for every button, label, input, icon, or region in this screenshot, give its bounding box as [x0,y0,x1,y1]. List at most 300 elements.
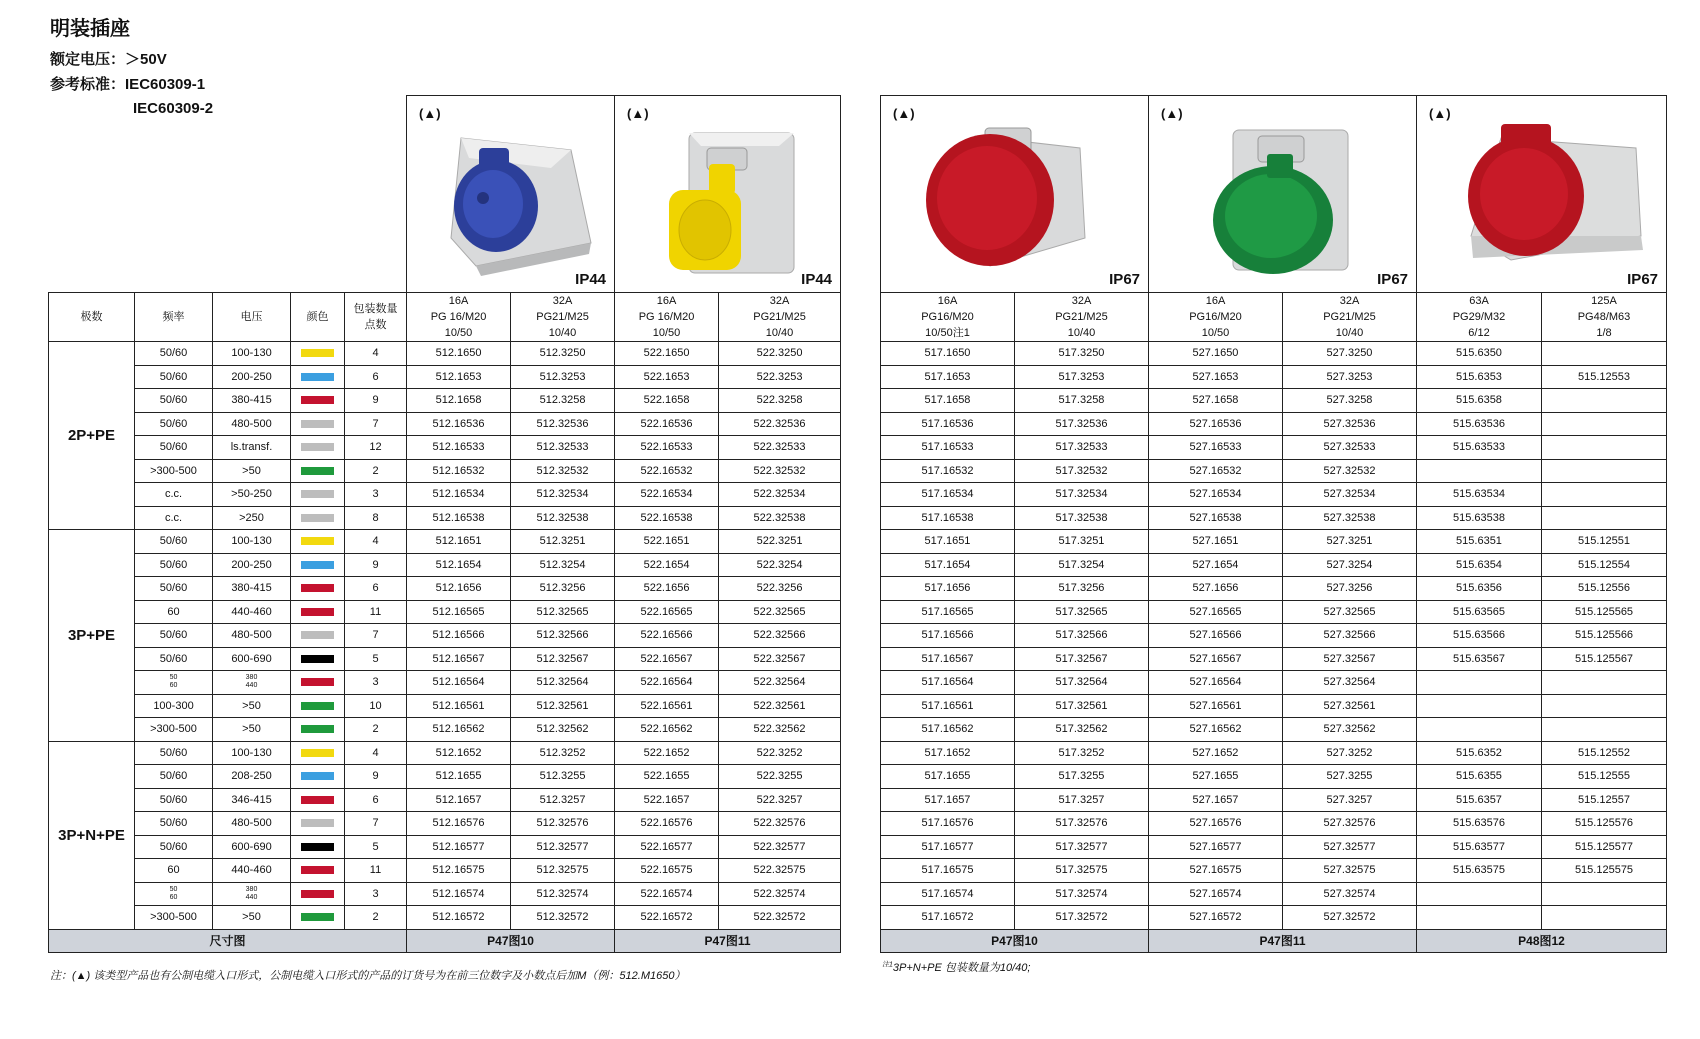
order-number-cell: 512.32572 [511,906,615,930]
order-number-cell: 527.16561 [1149,694,1283,718]
order-number-cell: 522.3252 [719,741,841,765]
order-number-cell: 522.16564 [615,671,719,695]
order-number-cell: 522.32566 [719,624,841,648]
order-number-cell: 522.16576 [615,812,719,836]
order-number-cell: 517.32561 [1015,694,1149,718]
drawing-ref-link[interactable]: P47图10 [881,929,1149,952]
voltage-cell: 200-250 [213,553,291,577]
order-number-cell: 512.32564 [511,671,615,695]
table-row [881,765,1667,789]
table-row [881,553,1667,577]
order-number-cell: 527.32564 [1283,671,1417,695]
table-row [881,506,1667,530]
ip-rating: IP67 [1377,271,1408,288]
subhead-63a-pg29: 63A PG29/M32 6/12 [1417,293,1542,342]
table-row [881,788,1667,812]
order-number-cell: 515.12556 [1542,577,1667,601]
order-number-cell: 522.16574 [615,882,719,906]
order-number-cell: 512.32574 [511,882,615,906]
reference-standard-1: 参考标准：IEC60309-1 [50,76,206,93]
order-number-cell: 527.16533 [1149,436,1283,460]
order-number-cell: 515.6356 [1417,577,1542,601]
order-number-cell: 522.32572 [719,906,841,930]
table-row [49,530,841,554]
voltage-cell: 100-130 [213,741,291,765]
order-number-cell: 512.1653 [407,365,511,389]
table-row [881,882,1667,906]
order-number-cell: 512.16576 [407,812,511,836]
frequency-cell: 50/60 [135,812,213,836]
pack-qty-cell: 2 [345,459,407,483]
order-number-cell: 522.1655 [615,765,719,789]
order-number-cell: 527.16532 [1149,459,1283,483]
order-number-cell: 522.3255 [719,765,841,789]
order-number-cell: 517.16564 [881,671,1015,695]
color-swatch-yellow [301,349,334,357]
reference-standard-2: IEC60309-2 [133,100,214,117]
color-swatch-green [301,725,334,733]
order-number-cell: 517.3257 [1015,788,1149,812]
order-number-cell: 527.1652 [1149,741,1283,765]
drawing-ref-link[interactable]: P47图11 [615,929,841,952]
pole-group-label: 3P+N+PE [49,741,135,929]
frequency-cell: 50 60 [135,671,213,695]
pack-qty-cell: 12 [345,436,407,460]
order-number-cell: 522.3257 [719,788,841,812]
pack-qty-cell: 4 [345,530,407,554]
voltage-cell: 440-460 [213,859,291,883]
order-number-cell: 517.32534 [1015,483,1149,507]
order-number-cell: 527.16564 [1149,671,1283,695]
table-row [881,694,1667,718]
table-row [881,365,1667,389]
table-row [49,459,841,483]
pack-qty-cell: 2 [345,718,407,742]
blue-angled-socket-image [421,118,601,278]
frequency-cell: 50/60 [135,835,213,859]
order-number-cell: 515.63567 [1417,647,1542,671]
order-number-cell: 522.32562 [719,718,841,742]
order-number-cell: 512.3257 [511,788,615,812]
table-row [49,600,841,624]
subhead-125a-pg48: 125A PG48/M63 1/8 [1542,293,1667,342]
drawing-ref-link[interactable]: P47图10 [407,929,615,952]
order-number-cell: 527.16534 [1149,483,1283,507]
frequency-cell: >300-500 [135,459,213,483]
table-row [49,671,841,695]
order-number-cell: 512.16534 [407,483,511,507]
table-row [49,906,841,930]
table-row [881,647,1667,671]
order-number-cell: 512.1652 [407,741,511,765]
drawing-ref-link[interactable]: P48图12 [1417,929,1667,952]
table-row [881,624,1667,648]
triangle-marker: (▲) [893,106,915,121]
color-cell [291,600,345,624]
order-number-cell: 517.3253 [1015,365,1149,389]
order-number-cell: 527.3250 [1283,342,1417,366]
voltage-cell: >50 [213,694,291,718]
order-number-cell: 512.1654 [407,553,511,577]
order-number-cell: 527.32565 [1283,600,1417,624]
table-row [881,530,1667,554]
voltage-cell: 100-130 [213,342,291,366]
frequency-cell: 50/60 [135,342,213,366]
order-number-cell: 517.16562 [881,718,1015,742]
order-number-cell: 512.16532 [407,459,511,483]
pack-qty-cell: 8 [345,506,407,530]
table-row [49,765,841,789]
order-number-cell: 515.125567 [1542,647,1667,671]
color-cell [291,906,345,930]
frequency-cell: 50 60 [135,882,213,906]
color-cell [291,459,345,483]
order-number-cell: 522.32532 [719,459,841,483]
product-cell-ip67-red [881,96,1149,293]
color-cell [291,671,345,695]
color-swatch-green [301,702,334,710]
color-cell [291,788,345,812]
color-cell [291,412,345,436]
color-cell [291,342,345,366]
order-number-cell: 522.1650 [615,342,719,366]
order-number-cell: 515.6351 [1417,530,1542,554]
order-number-cell: 512.3255 [511,765,615,789]
pack-qty-cell: 3 [345,671,407,695]
yellow-box-socket-image [629,118,809,278]
order-number-cell: 517.16533 [881,436,1015,460]
order-number-cell: 515.12553 [1542,365,1667,389]
table-row [881,600,1667,624]
color-swatch-blue [301,373,334,381]
frequency-cell: 50/60 [135,647,213,671]
order-number-cell: 522.1656 [615,577,719,601]
order-number-cell: 512.3250 [511,342,615,366]
order-number-cell [1542,506,1667,530]
color-swatch-gray [301,443,334,451]
subhead-32a-pg21: 32A PG21/M25 10/40 [511,293,615,342]
pack-qty-cell: 10 [345,694,407,718]
order-number-cell: 522.16562 [615,718,719,742]
order-number-cell: 517.32562 [1015,718,1149,742]
triangle-marker: (▲) [1161,106,1183,121]
order-number-cell: 527.32533 [1283,436,1417,460]
order-number-cell: 515.125575 [1542,859,1667,883]
order-number-cell: 512.3256 [511,577,615,601]
pack-qty-cell: 4 [345,741,407,765]
order-number-cell: 527.3253 [1283,365,1417,389]
table-row [881,577,1667,601]
order-number-cell: 522.16538 [615,506,719,530]
order-number-cell: 527.16577 [1149,835,1283,859]
color-swatch-gray [301,819,334,827]
order-number-cell: 517.1657 [881,788,1015,812]
voltage-cell: 200-250 [213,365,291,389]
table-row [881,859,1667,883]
order-number-cell: 527.1656 [1149,577,1283,601]
order-number-cell: 522.32564 [719,671,841,695]
order-number-cell: 515.12557 [1542,788,1667,812]
order-number-cell: 512.16567 [407,647,511,671]
pack-qty-cell: 3 [345,882,407,906]
order-number-cell: 522.1651 [615,530,719,554]
table-row [49,741,841,765]
order-number-cell: 522.32534 [719,483,841,507]
order-number-cell: 517.3258 [1015,389,1149,413]
color-cell [291,718,345,742]
order-number-cell: 517.3256 [1015,577,1149,601]
table-row [49,624,841,648]
order-number-cell: 517.16565 [881,600,1015,624]
order-number-cell: 522.32576 [719,812,841,836]
color-swatch-yellow [301,749,334,757]
pack-qty-cell: 2 [345,906,407,930]
order-number-cell: 522.16536 [615,412,719,436]
ip-rating: IP44 [575,271,607,288]
order-number-cell [1417,718,1542,742]
voltage-cell: 380 440 [213,882,291,906]
table-row [881,436,1667,460]
order-number-cell: 517.3251 [1015,530,1149,554]
color-cell [291,741,345,765]
frequency-cell: 50/60 [135,365,213,389]
order-number-cell: 522.3254 [719,553,841,577]
color-swatch-gray [301,420,334,428]
right-footnote: $^{注1}$3P+N+PE 包装数量为10/40; [882,961,1031,974]
order-number-cell: 517.32574 [1015,882,1149,906]
order-number-cell: 515.6357 [1417,788,1542,812]
order-number-cell [1542,436,1667,460]
order-number-cell: 527.1651 [1149,530,1283,554]
voltage-cell: 480-500 [213,412,291,436]
order-number-cell: 517.32536 [1015,412,1149,436]
frequency-cell: 50/60 [135,624,213,648]
table-row [881,835,1667,859]
color-swatch-red [301,890,334,898]
order-number-cell: 515.6352 [1417,741,1542,765]
voltage-cell: 380-415 [213,577,291,601]
order-number-cell: 517.16576 [881,812,1015,836]
table-row [49,483,841,507]
pack-qty-cell: 5 [345,647,407,671]
order-number-cell: 515.125576 [1542,812,1667,836]
color-swatch-black [301,843,334,851]
order-number-cell: 517.1655 [881,765,1015,789]
voltage-cell: 380 440 [213,671,291,695]
order-number-cell: 512.1656 [407,577,511,601]
table-row [49,342,841,366]
subhead-16a-pg16: 16A PG 16/M20 10/50 [615,293,719,342]
order-number-cell: 522.1657 [615,788,719,812]
order-number-cell: 517.1652 [881,741,1015,765]
order-number-cell: 515.12555 [1542,765,1667,789]
table-row [49,365,841,389]
order-number-cell: 512.1657 [407,788,511,812]
order-number-cell [1542,412,1667,436]
order-number-cell: 515.63577 [1417,835,1542,859]
order-number-cell: 512.32567 [511,647,615,671]
product-cell-ip67-red-large [1417,96,1667,293]
order-number-cell: 512.16538 [407,506,511,530]
order-number-cell: 512.32534 [511,483,615,507]
order-number-cell: 515.12551 [1542,530,1667,554]
frequency-cell: 50/60 [135,741,213,765]
color-swatch-gray [301,631,334,639]
order-number-cell: 527.16536 [1149,412,1283,436]
order-number-cell: 527.16574 [1149,882,1283,906]
order-number-cell: 515.125565 [1542,600,1667,624]
order-number-cell: 515.63575 [1417,859,1542,883]
order-number-cell: 527.32567 [1283,647,1417,671]
voltage-cell: 480-500 [213,812,291,836]
order-number-cell: 512.16566 [407,624,511,648]
color-cell [291,506,345,530]
pole-group-label: 3P+PE [49,530,135,742]
triangle-marker: (▲) [627,106,649,121]
order-number-cell: 512.16564 [407,671,511,695]
table-row [881,741,1667,765]
ip-rating: IP44 [801,271,833,288]
order-number-cell: 522.1654 [615,553,719,577]
order-number-cell: 522.3256 [719,577,841,601]
order-number-cell: 517.16575 [881,859,1015,883]
order-number-cell: 522.16534 [615,483,719,507]
order-number-cell: 522.16566 [615,624,719,648]
voltage-cell: 600-690 [213,835,291,859]
frequency-cell: 50/60 [135,765,213,789]
order-number-cell: 527.16576 [1149,812,1283,836]
order-number-cell: 527.3255 [1283,765,1417,789]
order-number-cell: 517.16534 [881,483,1015,507]
order-number-cell: 517.16572 [881,906,1015,930]
order-number-cell: 512.16577 [407,835,511,859]
frequency-cell: 50/60 [135,389,213,413]
order-number-cell: 527.1653 [1149,365,1283,389]
table-row [881,412,1667,436]
order-number-cell: 512.32562 [511,718,615,742]
order-number-cell: 522.16533 [615,436,719,460]
order-number-cell: 522.32577 [719,835,841,859]
order-number-cell: 515.12554 [1542,553,1667,577]
ip-rating: IP67 [1109,271,1140,288]
pack-qty-cell: 6 [345,365,407,389]
subhead-16a-pg16: 16A PG16/M20 10/50 [1149,293,1283,342]
order-number-cell: 527.32536 [1283,412,1417,436]
order-number-cell: 512.1651 [407,530,511,554]
subhead-16a-pg16: 16A PG16/M20 10/50注1 [881,293,1015,342]
frequency-cell: 50/60 [135,436,213,460]
table-row [49,835,841,859]
order-number-cell: 517.32572 [1015,906,1149,930]
order-number-cell [1542,459,1667,483]
pack-qty-cell: 7 [345,412,407,436]
order-number-cell: 512.3254 [511,553,615,577]
table-row [881,483,1667,507]
ip-rating: IP67 [1627,271,1658,288]
order-number-cell: 517.1651 [881,530,1015,554]
voltage-cell: >250 [213,506,291,530]
order-number-cell: 515.63534 [1417,483,1542,507]
frequency-cell: 50/60 [135,530,213,554]
order-number-cell [1417,694,1542,718]
col-pack-qty: 包装数量 点数 [345,293,407,342]
order-number-cell: 515.63576 [1417,812,1542,836]
order-number-cell: 517.1656 [881,577,1015,601]
order-number-cell: 522.32561 [719,694,841,718]
col-poles: 极数 [49,293,135,342]
order-number-cell: 515.6355 [1417,765,1542,789]
order-number-cell: 522.3258 [719,389,841,413]
order-number-cell [1542,882,1667,906]
voltage-cell: >50-250 [213,483,291,507]
color-cell [291,530,345,554]
pack-qty-cell: 9 [345,389,407,413]
order-number-cell: 512.32576 [511,812,615,836]
order-number-cell: 527.3252 [1283,741,1417,765]
order-number-cell [1417,459,1542,483]
color-swatch-red [301,584,334,592]
voltage-cell: 480-500 [213,624,291,648]
pack-qty-cell: 7 [345,812,407,836]
table-row [881,718,1667,742]
order-number-cell: 512.16533 [407,436,511,460]
col-frequency: 频率 [135,293,213,342]
order-number-cell: 527.16565 [1149,600,1283,624]
subhead-16a-pg16: 16A PG 16/M20 10/50 [407,293,511,342]
order-number-cell: 512.32533 [511,436,615,460]
drawing-ref-link[interactable]: P47图11 [1149,929,1417,952]
pole-group-label: 2P+PE [49,342,135,530]
frequency-cell: 50/60 [135,577,213,601]
product-cell-ip44-blue [407,96,615,293]
order-number-cell: 517.16536 [881,412,1015,436]
order-number-cell: 527.32562 [1283,718,1417,742]
color-cell [291,859,345,883]
pack-qty-cell: 4 [345,342,407,366]
order-number-cell: 527.32561 [1283,694,1417,718]
order-number-cell: 517.16561 [881,694,1015,718]
red-large-socket-image [1431,118,1646,278]
color-swatch-green [301,913,334,921]
order-number-cell: 517.32576 [1015,812,1149,836]
order-number-cell: 522.16532 [615,459,719,483]
voltage-cell: >50 [213,906,291,930]
table-row [881,671,1667,695]
order-number-cell: 522.32567 [719,647,841,671]
order-number-cell: 515.12552 [1542,741,1667,765]
frequency-cell: >300-500 [135,718,213,742]
table-row [49,389,841,413]
subhead-32a-pg21: 32A PG21/M25 10/40 [719,293,841,342]
order-number-cell: 517.1653 [881,365,1015,389]
order-number-cell [1542,718,1667,742]
order-number-cell: 517.16538 [881,506,1015,530]
order-number-cell: 527.3258 [1283,389,1417,413]
order-number-cell: 517.3255 [1015,765,1149,789]
order-number-cell: 512.1650 [407,342,511,366]
pack-qty-cell: 9 [345,765,407,789]
order-number-cell: 527.32534 [1283,483,1417,507]
order-number-cell: 517.32564 [1015,671,1149,695]
color-swatch-blue [301,772,334,780]
table-row [49,647,841,671]
order-number-cell: 527.32574 [1283,882,1417,906]
order-number-cell: 527.32538 [1283,506,1417,530]
order-number-cell [1542,389,1667,413]
order-number-cell: 527.16572 [1149,906,1283,930]
order-number-cell: 515.6350 [1417,342,1542,366]
order-number-cell [1542,342,1667,366]
